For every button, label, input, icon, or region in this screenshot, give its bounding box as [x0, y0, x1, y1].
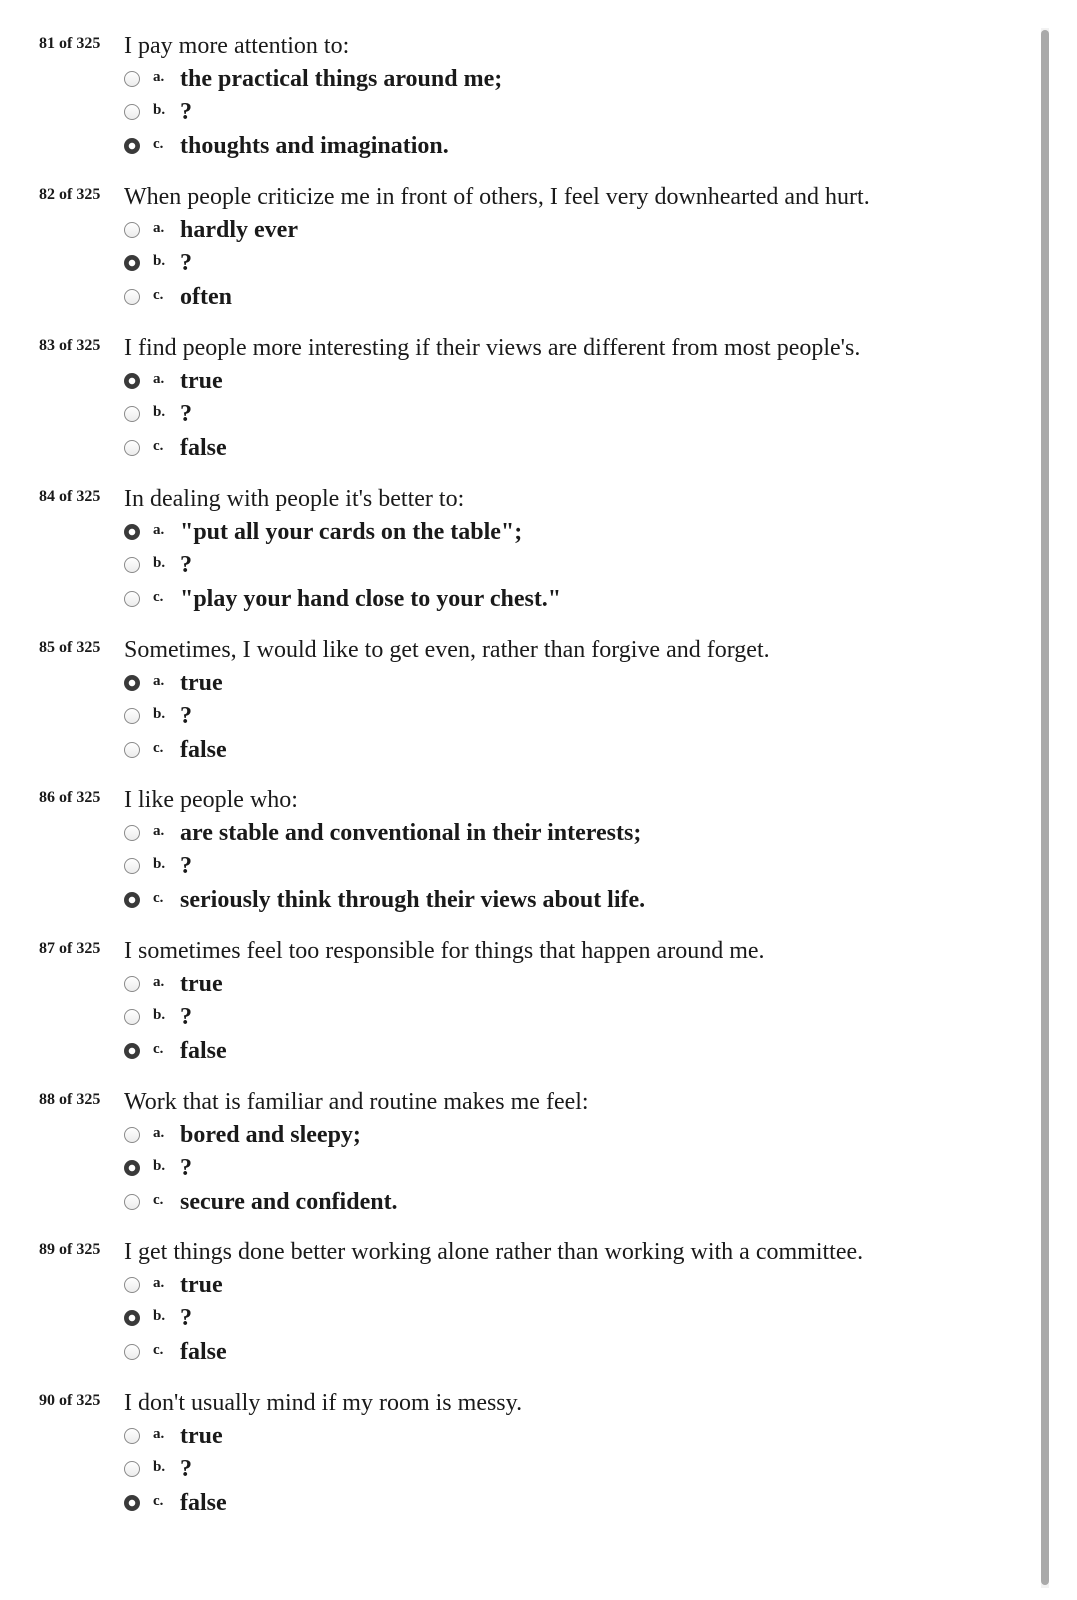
- option-letter: a.: [153, 974, 165, 990]
- option-text: ?: [180, 1004, 192, 1030]
- option-letter: a.: [153, 522, 165, 538]
- question-number: 90 of 325: [39, 1392, 101, 1409]
- radio-button[interactable]: [124, 557, 140, 573]
- option-letter: c.: [153, 1192, 164, 1208]
- radio-button[interactable]: [124, 289, 140, 305]
- radio-button[interactable]: [124, 373, 140, 389]
- radio-button[interactable]: [124, 1194, 140, 1210]
- question-block: [0, 184, 1040, 334]
- option-text: secure and confident.: [180, 1189, 398, 1215]
- question-number: 81 of 325: [39, 35, 101, 52]
- radio-button[interactable]: [124, 1277, 140, 1293]
- option-a[interactable]: [124, 670, 824, 703]
- radio-button[interactable]: [124, 976, 140, 992]
- option-c[interactable]: [124, 1038, 824, 1071]
- question-number: 86 of 325: [39, 789, 101, 806]
- option-text: "put all your cards on the table";: [180, 519, 523, 545]
- option-b[interactable]: [124, 1155, 824, 1188]
- radio-button[interactable]: [124, 591, 140, 607]
- option-b[interactable]: [124, 250, 824, 283]
- option-letter: a.: [153, 220, 165, 236]
- option-text: bored and sleepy;: [180, 1122, 361, 1148]
- radio-button[interactable]: [124, 406, 140, 422]
- option-letter: c.: [153, 1342, 164, 1358]
- option-text: false: [180, 1490, 227, 1516]
- radio-button[interactable]: [124, 524, 140, 540]
- option-c[interactable]: [124, 1189, 824, 1222]
- option-b[interactable]: [124, 703, 824, 736]
- radio-button[interactable]: [124, 71, 140, 87]
- radio-button[interactable]: [124, 708, 140, 724]
- option-a[interactable]: [124, 217, 824, 250]
- option-b[interactable]: [124, 401, 824, 434]
- option-text: ?: [180, 1305, 192, 1331]
- option-c[interactable]: [124, 284, 824, 317]
- radio-button[interactable]: [124, 1009, 140, 1025]
- radio-button[interactable]: [124, 1127, 140, 1143]
- option-b[interactable]: [124, 552, 824, 585]
- option-letter: c.: [153, 589, 164, 605]
- radio-button[interactable]: [124, 138, 140, 154]
- option-text: are stable and conventional in their interests;: [180, 820, 642, 846]
- option-text: ?: [180, 1456, 192, 1482]
- option-letter: b.: [153, 404, 166, 420]
- radio-button[interactable]: [124, 104, 140, 120]
- option-text: true: [180, 1423, 223, 1449]
- question-number: 85 of 325: [39, 639, 101, 656]
- question-number: 89 of 325: [39, 1241, 101, 1258]
- question-text: I don't usually mind if my room is messy.: [124, 1390, 523, 1416]
- option-text: ?: [180, 853, 192, 879]
- option-a[interactable]: [124, 820, 824, 853]
- option-b[interactable]: [124, 1305, 824, 1338]
- option-letter: b.: [153, 1158, 166, 1174]
- option-text: the practical things around me;: [180, 66, 503, 92]
- question-number: 88 of 325: [39, 1091, 101, 1108]
- option-letter: c.: [153, 890, 164, 906]
- question-number: 84 of 325: [39, 488, 101, 505]
- question-number: 82 of 325: [39, 186, 101, 203]
- question-number: 87 of 325: [39, 940, 101, 957]
- option-letter: b.: [153, 1308, 166, 1324]
- option-a[interactable]: [124, 1122, 824, 1155]
- option-letter: a.: [153, 823, 165, 839]
- option-letter: a.: [153, 1275, 165, 1291]
- radio-button[interactable]: [124, 440, 140, 456]
- radio-button[interactable]: [124, 858, 140, 874]
- radio-button[interactable]: [124, 1160, 140, 1176]
- option-text: hardly ever: [180, 217, 298, 243]
- option-text: false: [180, 737, 227, 763]
- question-block: [0, 938, 1040, 1088]
- option-a[interactable]: [124, 368, 824, 401]
- question-text: When people criticize me in front of others, I feel very downhearted and hurt.: [124, 184, 870, 210]
- question-text: I get things done better working alone rather than working with a committee.: [124, 1239, 864, 1265]
- question-block: [0, 787, 1040, 937]
- option-letter: c.: [153, 287, 164, 303]
- radio-button[interactable]: [124, 1428, 140, 1444]
- scrollbar-thumb[interactable]: [1041, 30, 1049, 1585]
- option-a[interactable]: [124, 1272, 824, 1305]
- option-letter: a.: [153, 1426, 165, 1442]
- question-block: [0, 1089, 1040, 1239]
- option-b[interactable]: [124, 853, 824, 886]
- option-a[interactable]: [124, 1423, 824, 1456]
- option-c[interactable]: [124, 1339, 824, 1372]
- option-text: false: [180, 1038, 227, 1064]
- radio-button[interactable]: [124, 742, 140, 758]
- question-block: [0, 486, 1040, 636]
- option-letter: b.: [153, 555, 166, 571]
- option-letter: c.: [153, 1041, 164, 1057]
- question-number: 83 of 325: [39, 337, 101, 354]
- option-b[interactable]: [124, 99, 824, 132]
- radio-button[interactable]: [124, 1344, 140, 1360]
- radio-button[interactable]: [124, 1310, 140, 1326]
- option-text: ?: [180, 1155, 192, 1181]
- option-c[interactable]: [124, 1490, 824, 1523]
- option-letter: b.: [153, 706, 166, 722]
- option-letter: a.: [153, 371, 165, 387]
- option-c[interactable]: [124, 737, 824, 770]
- option-letter: c.: [153, 438, 164, 454]
- option-text: often: [180, 284, 232, 310]
- option-c[interactable]: [124, 435, 824, 468]
- question-block: [0, 637, 1040, 787]
- option-text: ?: [180, 401, 192, 427]
- question-block: [0, 1390, 1040, 1540]
- option-c[interactable]: [124, 887, 824, 920]
- radio-button[interactable]: [124, 892, 140, 908]
- question-text: Sometimes, I would like to get even, rather than forgive and forget.: [124, 637, 770, 663]
- option-letter: a.: [153, 673, 165, 689]
- option-c[interactable]: [124, 133, 824, 166]
- option-letter: b.: [153, 253, 166, 269]
- radio-button[interactable]: [124, 1495, 140, 1511]
- question-block: [0, 1239, 1040, 1389]
- option-a[interactable]: [124, 66, 824, 99]
- question-text: I find people more interesting if their views are different from most people's.: [124, 335, 861, 361]
- option-b[interactable]: [124, 1004, 824, 1037]
- question-text: In dealing with people it's better to:: [124, 486, 465, 512]
- question-block: [0, 33, 1040, 183]
- radio-button[interactable]: [124, 825, 140, 841]
- option-text: false: [180, 1339, 227, 1365]
- option-text: true: [180, 670, 223, 696]
- option-text: false: [180, 435, 227, 461]
- option-letter: a.: [153, 69, 165, 85]
- option-text: true: [180, 368, 223, 394]
- option-c[interactable]: [124, 586, 824, 619]
- radio-button[interactable]: [124, 255, 140, 271]
- question-text: I pay more attention to:: [124, 33, 350, 59]
- option-letter: b.: [153, 102, 166, 118]
- option-b[interactable]: [124, 1456, 824, 1489]
- option-a[interactable]: [124, 971, 824, 1004]
- option-letter: c.: [153, 740, 164, 756]
- radio-button[interactable]: [124, 222, 140, 238]
- option-text: ?: [180, 99, 192, 125]
- option-letter: b.: [153, 1459, 166, 1475]
- option-letter: b.: [153, 1007, 166, 1023]
- question-block: [0, 335, 1040, 485]
- radio-button[interactable]: [124, 675, 140, 691]
- option-letter: c.: [153, 1493, 164, 1509]
- option-letter: c.: [153, 136, 164, 152]
- question-text: I like people who:: [124, 787, 298, 813]
- option-text: "play your hand close to your chest.": [180, 586, 562, 612]
- option-text: thoughts and imagination.: [180, 133, 449, 159]
- option-text: ?: [180, 703, 192, 729]
- option-text: ?: [180, 250, 192, 276]
- option-letter: a.: [153, 1125, 165, 1141]
- option-a[interactable]: [124, 519, 824, 552]
- question-text: Work that is familiar and routine makes me feel:: [124, 1089, 589, 1115]
- option-text: true: [180, 1272, 223, 1298]
- radio-button[interactable]: [124, 1043, 140, 1059]
- option-text: ?: [180, 552, 192, 578]
- option-text: true: [180, 971, 223, 997]
- radio-button[interactable]: [124, 1461, 140, 1477]
- option-letter: b.: [153, 856, 166, 872]
- question-text: I sometimes feel too responsible for things that happen around me.: [124, 938, 765, 964]
- option-text: seriously think through their views about life.: [180, 887, 646, 913]
